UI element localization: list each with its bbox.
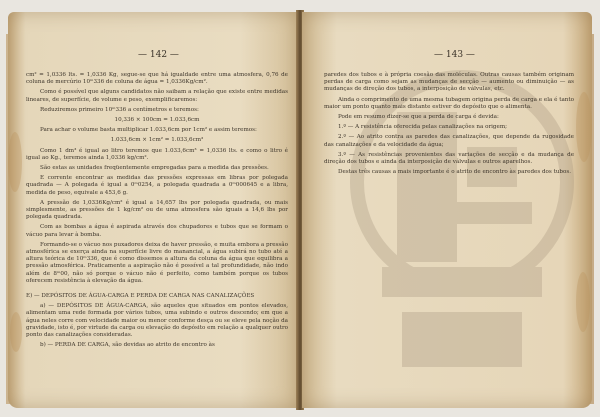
- paragraph: Como é possível que alguns candidatos não saibam a relação que existe entre medidas lineares, de superfície, de volume e peso, exemplificaremos:: [26, 89, 288, 103]
- formula: 1.033,6cm × 1cm² = 1.033,6cm³: [110, 137, 204, 144]
- paragraph: Reduziremos primeiro 10ᵐ336 a centímetros e teremos:: [40, 106, 199, 113]
- right-page-text: [324, 72, 574, 179]
- list-item: 1.º — A resistência oferecida pelas canalizações na origem;: [338, 124, 508, 131]
- paragraph: Pode em resumo dizer-se que a perda de carga é devida:: [338, 114, 499, 121]
- paper-stain: [576, 92, 592, 162]
- left-page-text: [26, 72, 288, 353]
- left-page: [8, 12, 298, 408]
- formula: 10,336 × 100cm = 1.033,6cm: [114, 117, 200, 124]
- list-item: 2.º — Ao atrito contra as paredes das canalizações, que depende da rugosidade das canalizações e da velocidade da água;: [324, 134, 574, 148]
- paragraph: a) — DEPÓSITOS DE ÁGUA-CARGA, são aqueles que situados em pontos elevados, alimentam uma rede formada por vários tubos, uma subindo e outros descendo; em que a água neles corre com velocidade maior ou menor conforme desça ou se eleve pela noção da gravidade, isto é, por virtude da carga ou elevação do depósito em relação a qualquer outro ponto das canalizações consideradas.: [26, 303, 288, 339]
- paragraph: Como 1 dm³ é igual ao litro teremos que 1.033,6cm³ = 1,0336 lts. e como o litro é igual ao Kg., teremos ainda 1,0336 kg/cm².: [26, 147, 288, 161]
- paragraph: Com as bombas a água é aspirada através dos chupadores e tubos que se formam o vácuo para levar à bomba.: [26, 224, 288, 238]
- right-page: [302, 12, 592, 408]
- paper-stain: [10, 312, 22, 352]
- paragraph: Destas três causas a mais importante é o atrito de encontro às paredes dos tubos.: [338, 169, 572, 176]
- page-number: — 143 —: [434, 50, 475, 60]
- paragraph: Formando-se o vácuo nos puxadores deixa de haver pressão, e muita embora a pressão atmosférica se exerça ainda na superfície livre do manancial, a água subirá no tubo até a altura teórica de 10ᵐ336, que é como dissemos a altura da coluna da água que equilibra a pressão atmosférica. Praticamente a aspiração não é possível a tal profundidade, não indo além de 8ᵐ00, não só porque o vácuo não é perfeito, como também porque os tubos oferecem resistência à elevação da água.: [26, 241, 288, 284]
- paragraph: paredes dos tubos e à própria coesão das moléculas. Outras causas também originam perdas de carga como sejam as mudanças de secção — aumento ou diminuição — as mudanças de direção dos tubos, a interposição de válvulas, etc.: [324, 72, 574, 93]
- paragraph: Ainda o comprimento de uma mesma tubagem origina perda de carga e ela é tanto maior um ponto quanto mais distante estiver do depósito que o alimenta.: [324, 96, 574, 110]
- paragraph: São estas as unidades freqüentemente empregadas para a medida das pressões.: [40, 165, 269, 172]
- page-number: — 142 —: [138, 50, 179, 60]
- section-heading: E) — DEPÓSITOS DE ÁGUA-CARGA E PERDA DE CARGA NAS CANALIZAÇÕES: [26, 293, 255, 300]
- open-book: [6, 4, 594, 414]
- paragraph: Para achar o volume basta multiplicar 1.033,6cm por 1cm² e assim teremos:: [40, 127, 257, 134]
- paper-stain: [576, 272, 590, 332]
- paragraph: cm² = 1,0336 lts. = 1,0336 Kg, segue-se que há igualdade entre uma atmosfera, 0,76 de coluna de mercúrio 10ᵐ336 de coluna de água = 1,0336Kg/cm².: [26, 72, 288, 86]
- list-item: 3.º — As resistências provenientes das variações de secção e da mudança de direção dos tubos e ainda da interposição de válvulas e outros aparelhos.: [324, 151, 574, 166]
- paper-stain: [8, 132, 22, 192]
- paragraph: A pressão de 1,0336Kg/cm² é igual a 14,657 lbs por polegada quadrada, ou mais simplesmente, as pressões de 1 kg/cm² ou de uma atmosfera são iguais a 14,6 lbs por polegada quadrada.: [26, 199, 288, 221]
- paragraph: E corrente encontrar as medidas das pressões expressas em libras por polegada quadrada — A polegada é igual a 0ᵐ0254, a polegada quadrada a 0ᵐ000645 e a libra, medida de peso, equivale a 453,6 g.: [26, 175, 288, 196]
- paragraph: b) — PERDA DE CARGA, são devidas ao atrito de encontro às: [40, 342, 215, 349]
